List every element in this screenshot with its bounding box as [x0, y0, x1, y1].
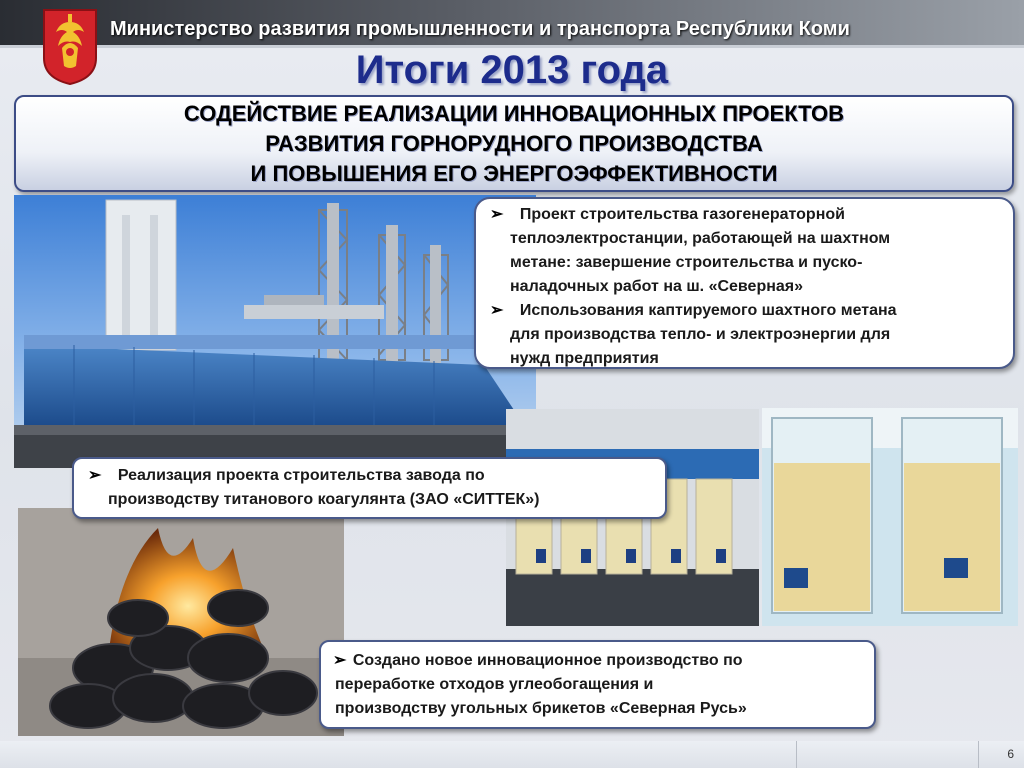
coal-briquettes-callout — [319, 640, 876, 729]
footer-divider — [978, 741, 979, 768]
list-item — [88, 464, 665, 488]
arrow-bullet-icon: ➢ — [88, 467, 102, 484]
arrow-bullet-icon: ➢ — [333, 652, 347, 669]
bullet-text: теплоэлектростанции, работающей на шахтном — [510, 230, 891, 247]
ministry-name: Министерство развития промышленности и транспорта Республики Коми — [110, 18, 850, 40]
bullet-text: наладочных работ на ш. «Северная» — [510, 278, 804, 295]
bullet-text: производству угольных брикетов «Северная Русь» — [335, 700, 747, 717]
footer-band — [0, 741, 1024, 768]
bullet-text: Создано новое инновационное производство по — [352, 652, 743, 669]
section-banner — [14, 95, 1014, 192]
page-title: Итоги 2013 года — [355, 48, 669, 92]
bullet-text: Проект строительства газогенераторной — [519, 206, 845, 223]
arrow-bullet-icon: ➢ — [490, 206, 504, 223]
list-item — [333, 649, 874, 673]
arrow-bullet-icon: ➢ — [490, 302, 504, 319]
power-plant-photo — [14, 195, 536, 468]
titanium-coagulant-callout — [72, 457, 667, 519]
bullet-text: метане: завершение строительства и пуско- — [510, 254, 863, 271]
beakers-photo — [762, 408, 1018, 626]
banner-line-1: СОДЕЙСТВИЕ РЕАЛИЗАЦИИ ИННОВАЦИОННЫХ ПРОЕКТОВ — [183, 101, 845, 126]
slide-number: 6 — [1007, 747, 1014, 761]
bullet-text: переработке отходов углеобогащения и — [335, 676, 654, 693]
banner-line-2: РАЗВИТИЯ ГОРНОРУДНОГО ПРОИЗВОДСТВА — [265, 131, 763, 156]
bullet-text: для производства тепло- и электроэнергии для — [510, 326, 891, 343]
coal-briquettes-photo — [18, 508, 347, 736]
list-item — [490, 203, 1013, 227]
bullet-text: производству титанового коагулянта (ЗАО «СИТТЕК») — [108, 491, 540, 508]
bullet-text: Реализация проекта строительства завода по — [117, 467, 485, 484]
gas-power-plant-callout — [474, 197, 1015, 369]
bullet-text: Использования каптируемого шахтного метана — [519, 302, 897, 319]
footer-divider — [796, 741, 797, 768]
list-item — [490, 299, 1013, 323]
bullet-text: нужд предприятия — [510, 350, 659, 367]
banner-line-3: И ПОВЫШЕНИЯ ЕГО ЭНЕРГОЭФФЕКТИВНОСТИ — [250, 161, 778, 186]
